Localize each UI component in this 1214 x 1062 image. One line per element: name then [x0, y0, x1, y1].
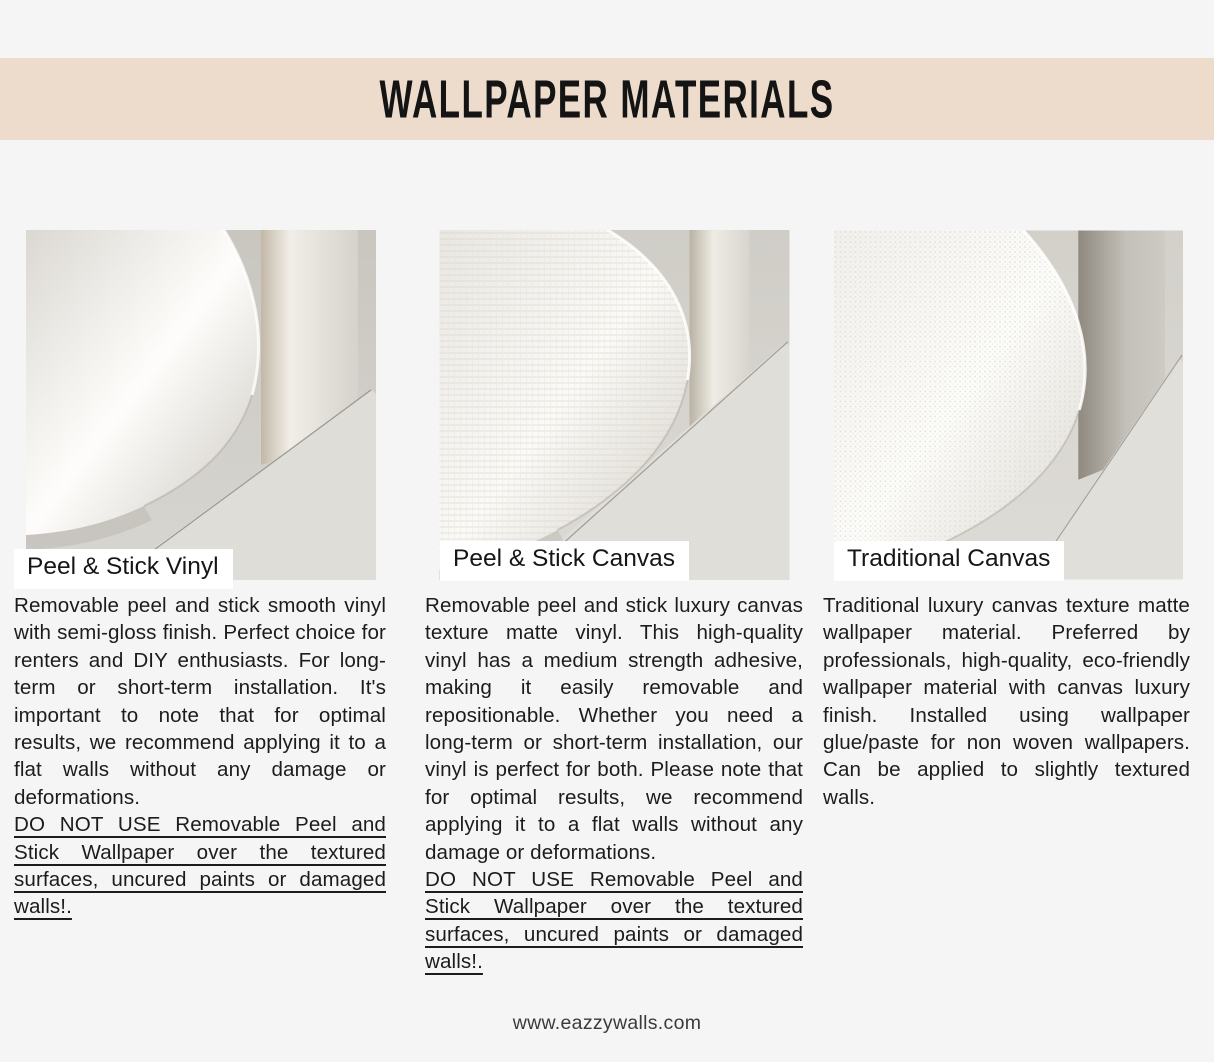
material-label: [834, 541, 1064, 581]
canvas-vinyl-sample-photo: [439, 230, 790, 580]
smooth-vinyl-sample-photo: [26, 230, 376, 580]
material-label-text: Peel & Stick Canvas: [453, 545, 675, 572]
material-label: [14, 549, 233, 589]
material-label-text: Traditional Canvas: [847, 545, 1051, 572]
material-description: Removable peel and stick smooth vinyl with semi-gloss finish. Perfect choice for renters and DIY enthusiasts. For long-term or short-term installation. It's important to note that for optimal results, we recommend applying it to a flat walls without any damage or deformations.: [14, 594, 386, 809]
traditional-canvas-sample-photo: [834, 230, 1183, 580]
material-warning: DO NOT USE Removable Peel and Stick Wallpaper over the textured surfaces, uncured paints or damaged walls!.: [14, 813, 386, 919]
page-title: WALLPAPER MATERIALS: [379, 68, 835, 130]
material-warning: DO NOT USE Removable Peel and Stick Wallpaper over the textured surfaces, uncured paints or damaged walls!.: [425, 868, 803, 974]
coarse-canvas-curl-illustration: [834, 230, 1183, 580]
material-label: [440, 541, 689, 581]
material-description: Removable peel and stick luxury canvas texture matte vinyl. This high-quality vinyl has a medium strength adhesive, making it easily removable and repositionable. Whether you need a long-term or short-term installation, our vinyl is perfect for both. Please note that for optimal results, we recommend applying it to a flat walls without any damage or deformations.: [425, 594, 803, 864]
smooth-vinyl-curl-illustration: [26, 230, 376, 580]
website-url: www.eazzywalls.com: [512, 1012, 702, 1034]
material-label-text: Peel & Stick Vinyl: [27, 553, 219, 580]
material-card-peel-stick-vinyl: [14, 230, 386, 921]
material-description: Traditional luxury canvas texture matte wallpaper material. Preferred by professionals, high-quality, eco-friendly wallpaper material with canvas luxury finish. Installed using wallpaper glue/paste for non woven wallpapers. Can be applied to slightly textured walls.: [823, 594, 1190, 809]
canvas-texture-curl-illustration: [439, 230, 790, 580]
material-card-peel-stick-canvas: [425, 230, 803, 976]
title-banner: [0, 58, 1214, 140]
material-card-traditional-canvas: [823, 230, 1190, 811]
